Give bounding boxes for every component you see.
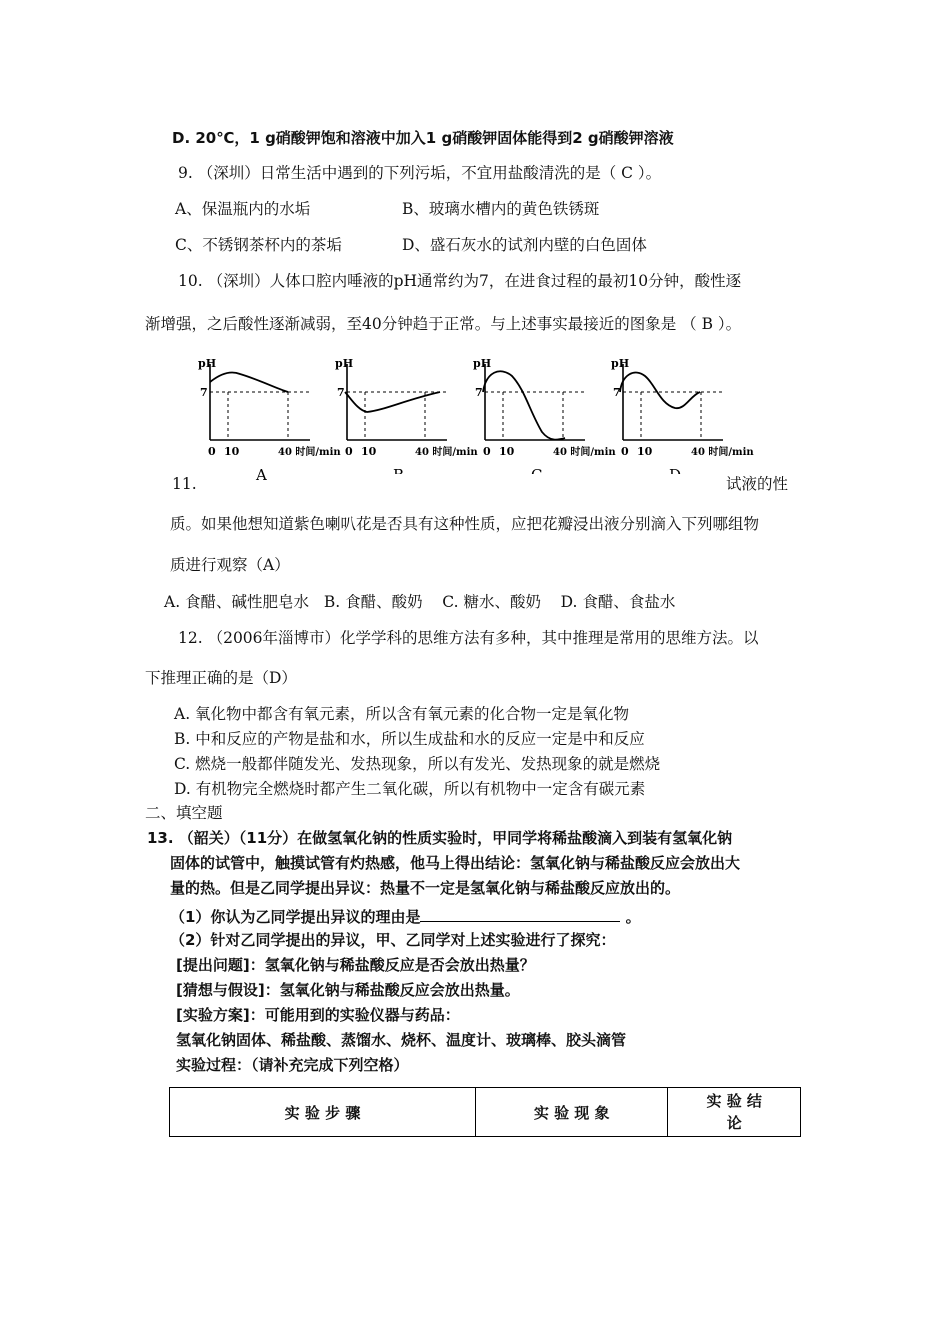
scan-cover [268, 474, 722, 498]
ph-curve [345, 392, 440, 412]
section-title: 二、填空题 [145, 804, 223, 822]
q12-option-a: A. 氧化物中都含有氧元素，所以含有氧元素的化合物一定是氧化物 [174, 705, 630, 723]
q13-sub1 [170, 905, 641, 927]
axis-label: 10 [224, 445, 240, 458]
q13-sub2: （2）针对乙同学提出的异议，甲、乙同学对上述实验进行了探究： [170, 931, 616, 949]
ph-graphs-svg [180, 352, 754, 492]
axis-label: 0 [208, 445, 216, 458]
q12-option-b: B. 中和反应的产物是盐和水，所以生成盐和水的反应一定是中和反应 [174, 730, 645, 748]
q13-sub1-prefix: （1）你认为乙同学提出异议的理由是 [170, 908, 421, 926]
header-conclusion-2: 论 [726, 1114, 742, 1132]
axis-label: 0 [345, 445, 353, 458]
axis-label: 10 [637, 445, 653, 458]
q11-options: A. 食醋、碱性肥皂水 B. 食醋、酸奶 C. 糖水、酸奶 D. 食醋、食盐水 [164, 593, 676, 611]
axis-label: 40 时间/min [691, 447, 754, 458]
axis-label: 7 [475, 386, 483, 399]
q11-stem-tail: 试液的性 [726, 475, 789, 493]
q13-line2: 固体的试管中，触摸试管有灼热感，他马上得出结论：氢氧化钠与稀盐酸反应会放出大 [170, 854, 741, 872]
experiment-table [169, 1087, 801, 1137]
q13-line3: 量的热。但是乙同学提出异议：热量不一定是氢氧化钠与稀盐酸反应放出的。 [170, 879, 681, 897]
axis-label: 10 [499, 445, 515, 458]
q13-hypothesis: [猜想与假设]：氢氧化钠与稀盐酸反应会放出热量。 [176, 981, 520, 999]
axis-label: 40 时间/min [553, 447, 616, 458]
axis-label: 40 时间/min [415, 447, 478, 458]
header-phenomena: 实 验 现 象 [476, 1088, 668, 1137]
q9-stem: 9. （深圳）日常生活中遇到的下列污垢，不宜用盐酸清洗的是（ C ）。 [178, 164, 662, 182]
header-conclusion [668, 1088, 801, 1137]
q9-option-b: B、玻璃水槽内的黄色铁锈斑 [402, 200, 600, 218]
q13-process: 实验过程：（请补充完成下列空格） [176, 1056, 409, 1074]
q13-line1: 13. （韶关）（11分）在做氢氧化钠的性质实验时，甲同学将稀盐酸滴入到装有氢氧化钠 [147, 829, 733, 847]
q13-question: [提出问题]：氢氧化钠与稀盐酸反应是否会放出热量？ [176, 956, 535, 974]
axis-label: pH [473, 357, 492, 370]
q9-option-a: A、保温瓶内的水垢 [175, 200, 311, 218]
ph-graph-a [198, 357, 341, 484]
q12-stem-line1: 12. （2006年淄博市）化学学科的思维方法有多种，其中推理是常用的思维方法。以 [178, 629, 759, 647]
q13-materials: 氢氧化钠固体、稀盐酸、蒸馏水、烧杯、温度计、玻璃棒、胶头滴管 [176, 1031, 627, 1049]
q8-option-d: D. 20℃，1 g硝酸钾饱和溶液中加入1 g硝酸钾固体能得到2 g硝酸钾溶液 [172, 129, 674, 147]
q10-stem-line2: 渐增强，之后酸性逐渐减弱，至40分钟趋于正常。与上述事实最接近的图象是 （ B ）。 [145, 315, 742, 333]
answer-blank[interactable] [420, 905, 620, 922]
q9-option-c: C、不锈钢茶杯内的茶垢 [175, 236, 342, 254]
q11-stem-line3: 质进行观察（A） [170, 556, 290, 574]
axis-label: 0 [483, 445, 491, 458]
q11-stem-line2: 质。如果他想知道紫色喇叭花是否具有这种性质，应把花瓣浸出液分别滴入下列哪组物 [170, 515, 760, 533]
axis-label: 0 [621, 445, 629, 458]
ph-graph-d [611, 357, 754, 484]
q12-option-d: D. 有机物完全燃烧时都产生二氧化碳，所以有机物中一定含有碳元素 [174, 780, 646, 798]
q12-stem-line2: 下推理正确的是（D） [145, 669, 297, 687]
q12-option-c: C. 燃烧一般都伴随发光、发热现象，所以有发光、发热现象的就是燃烧 [174, 755, 661, 773]
ph-curve [210, 372, 288, 392]
axis-label: 10 [361, 445, 377, 458]
axis-label: pH [611, 357, 630, 370]
q11-number: 11. [172, 475, 197, 493]
header-conclusion-1: 实 验 结 [706, 1092, 762, 1110]
graph-label: A [256, 466, 267, 484]
q13-plan: [实验方案]：可能用到的实验仪器与药品： [176, 1006, 460, 1024]
ph-curve [483, 371, 565, 439]
header-steps: 实 验 步 骤 [170, 1088, 476, 1137]
axis-label: pH [335, 357, 354, 370]
ph-graphs [180, 352, 754, 492]
q10-stem-line1: 10. （深圳）人体口腔内唾液的pH通常约为7，在进食过程的最初10分钟，酸性逐 [178, 272, 742, 290]
ph-curve [620, 373, 700, 409]
ph-graph-b [335, 357, 478, 484]
q9-option-d: D、盛石灰水的试剂内壁的白色固体 [402, 236, 647, 254]
axis-label: 40 时间/min [278, 447, 341, 458]
axis-label: 7 [337, 386, 345, 399]
axis-label: 7 [613, 386, 621, 399]
axis-label: pH [198, 357, 217, 370]
axis-label: 7 [200, 386, 208, 399]
ph-graph-c [473, 357, 616, 484]
q13-sub1-suffix: 。 [620, 908, 641, 926]
